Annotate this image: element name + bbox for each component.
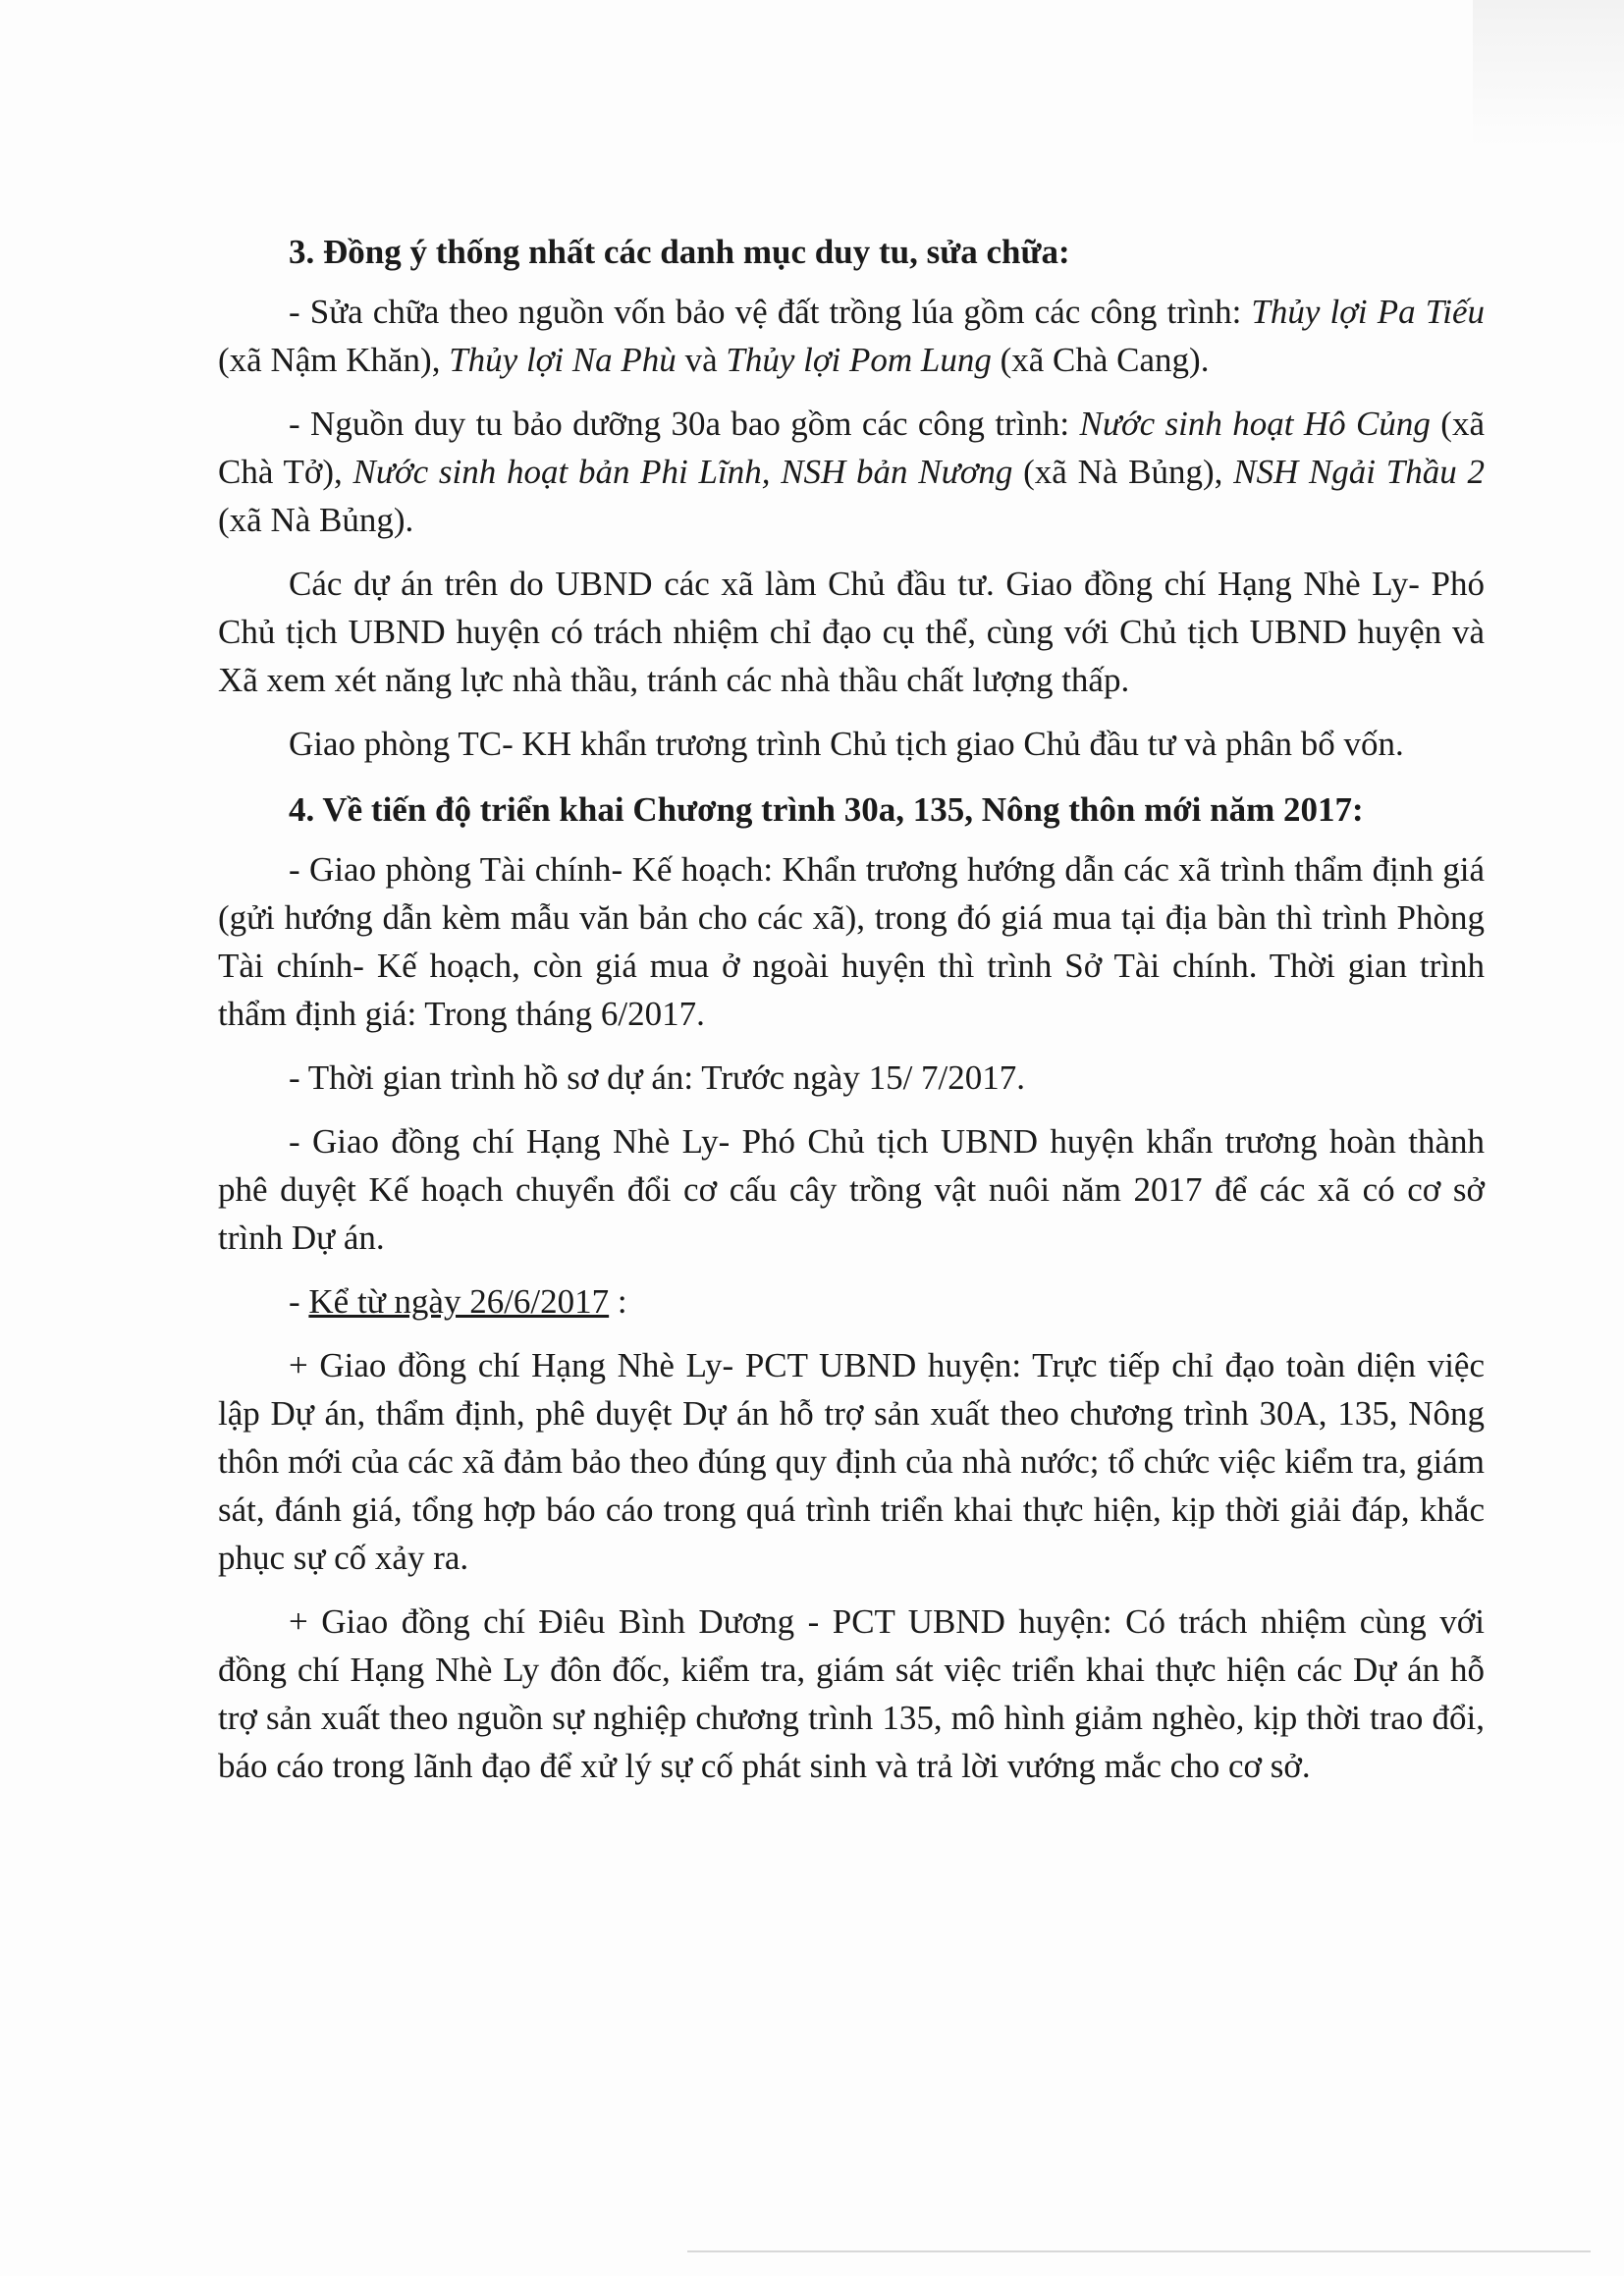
section-3-heading: 3. Đồng ý thống nhất các danh mục duy tu, sửa chữa: bbox=[289, 233, 1070, 271]
text-run: - Nguồn duy tu bảo dưỡng 30a bao gồm các công trình: bbox=[289, 405, 1080, 443]
italic-run: Nước sinh hoạt bản Phi Lĩnh, NSH bản Nương bbox=[352, 453, 1013, 491]
section-4-paragraph-1: - Giao phòng Tài chính- Kế hoạch: Khẩn trương hướng dẫn các xã trình thẩm định giá (gửi hướng dẫn kèm mẫu văn bản cho các xã), trong đó giá mua tại địa bàn thì trình Phòng Tài chính- Kế hoạch, còn giá mua ở ngoài huyện thì trình Sở Tài chính. Thời gian trình thẩm định giá: Trong tháng 6/2017. bbox=[218, 850, 1485, 1033]
section-3-paragraph-3: Các dự án trên do UBND các xã làm Chủ đầu tư. Giao đồng chí Hạng Nhè Ly- Phó Chủ tịch UBND huyện có trách nhiệm chỉ đạo cụ thể, cùng với Chủ tịch UBND huyện và Xã xem xét năng lực nhà thầu, tránh các nhà thầu chất lượng thấp. bbox=[218, 565, 1485, 699]
italic-run: Thủy lợi Pa Tiếu bbox=[1251, 293, 1485, 331]
italic-run: Thủy lợi Pom Lung bbox=[726, 341, 992, 379]
section-4-paragraph-6: + Giao đồng chí Điêu Bình Dương - PCT UBND huyện: Có trách nhiệm cùng với đồng chí Hạng Nhè Ly đôn đốc, kiểm tra, giám sát việc triển khai thực hiện các Dự án hỗ trợ sản xuất theo nguồn sự nghiệp chương trình 135, mô hình giảm nghèo, kịp thời trao đổi, báo cáo trong lãnh đạo để xử lý sự cố phát sinh và trả lời vướng mắc cho cơ sở. bbox=[218, 1602, 1485, 1785]
italic-run: NSH Ngải Thầu 2 bbox=[1233, 453, 1485, 491]
scan-edge-line bbox=[687, 2250, 1591, 2252]
text-run: (xã Nà Bủng). bbox=[218, 501, 414, 539]
section-3-paragraph-2 bbox=[218, 400, 1485, 544]
section-4-paragraph-3: - Giao đồng chí Hạng Nhè Ly- Phó Chủ tịch UBND huyện khẩn trương hoàn thành phê duyệt Kế hoạch chuyển đổi cơ cấu cây trồng vật nuôi năm 2017 để các xã có cơ sở trình Dự án. bbox=[218, 1122, 1485, 1257]
section-3-paragraph-1 bbox=[218, 288, 1485, 384]
text-run: và bbox=[676, 341, 727, 379]
text-run: (xã Chà Cang). bbox=[991, 341, 1210, 379]
text-run: - Sửa chữa theo nguồn vốn bảo vệ đất trồng lúa gồm các công trình: bbox=[289, 293, 1252, 331]
text-run: : bbox=[609, 1282, 627, 1321]
text-run: (xã Chà Tở), bbox=[218, 405, 1485, 491]
section-4-paragraph-4 bbox=[218, 1277, 1485, 1326]
section-4-paragraph-5: + Giao đồng chí Hạng Nhè Ly- PCT UBND huyện: Trực tiếp chỉ đạo toàn diện việc lập Dự án, thẩm định, phê duyệt Dự án hỗ trợ sản xuất theo chương trình 30A, 135, Nông thôn mới của các xã đảm bảo theo đúng quy định của nhà nước; tổ chức việc kiểm tra, giám sát, đánh giá, tổng hợp báo cáo trong quá trình triển khai thực hiện, kịp thời giải đáp, khắc phục sự cố xảy ra. bbox=[218, 1346, 1485, 1577]
text-run: (xã Nà Bủng), bbox=[1012, 453, 1234, 491]
text-run: (xã Nậm Khăn), bbox=[218, 341, 450, 379]
document-body bbox=[218, 228, 1485, 1790]
text-run: - bbox=[289, 1282, 309, 1321]
section-4-paragraph-2: - Thời gian trình hồ sơ dự án: Trước ngày 15/ 7/2017. bbox=[289, 1058, 1026, 1097]
italic-run: Nước sinh hoạt Hô Củng bbox=[1079, 405, 1431, 443]
section-3-paragraph-4: Giao phòng TC- KH khẩn trương trình Chủ tịch giao Chủ đầu tư và phân bổ vốn. bbox=[289, 725, 1404, 763]
scan-shadow bbox=[1473, 0, 1624, 147]
section-4-heading: 4. Về tiến độ triển khai Chương trình 30a, 135, Nông thôn mới năm 2017: bbox=[289, 790, 1364, 829]
underlined-run: Kể từ ngày 26/6/2017 bbox=[308, 1282, 610, 1321]
italic-run: Thủy lợi Na Phù bbox=[449, 341, 677, 379]
